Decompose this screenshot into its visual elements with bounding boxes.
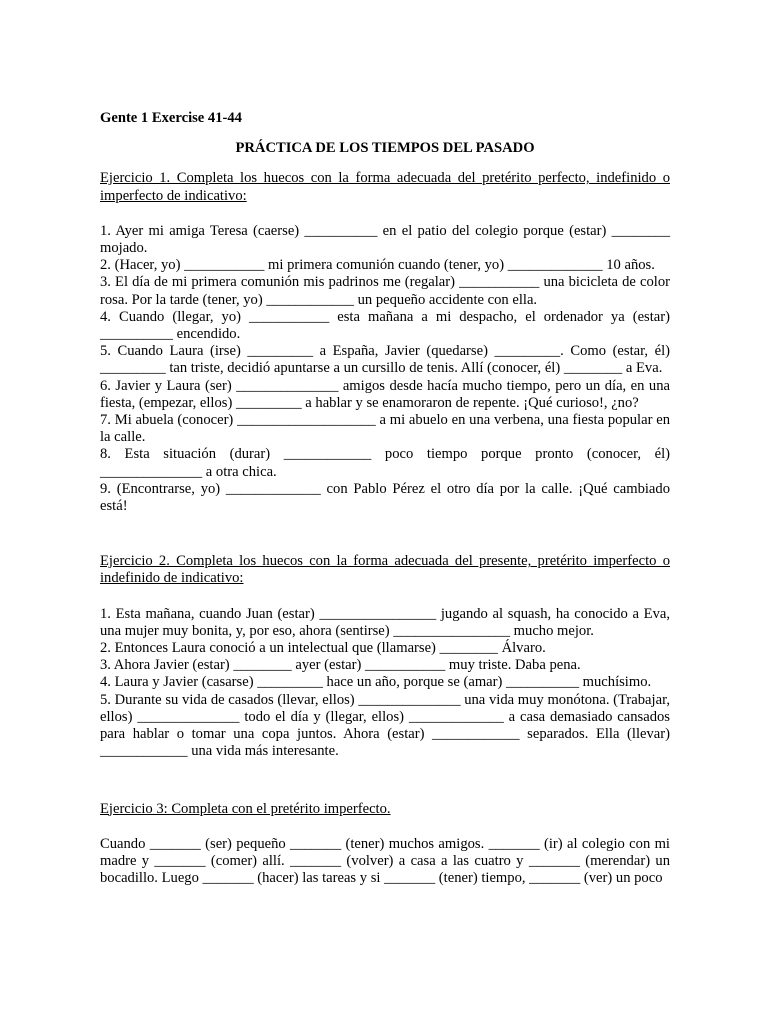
exercise-1-item: 7. Mi abuela (conocer) ___________________ a mi abuelo en una verbena, una fiesta popular en la calle. <box>100 412 670 446</box>
exercise-1-item: 9. (Encontrarse, yo) _____________ con Pablo Pérez el otro día por la calle. ¡Qué cambiado está! <box>100 480 670 515</box>
exercise-1-item: 3. El día de mi primera comunión mis padrinos me (regalar) ___________ una bicicleta de color rosa. Por la tarde (tener, yo) ____________ un pequeño accidente con ella. <box>100 274 670 308</box>
exercise-2-instruction-text: Ejercicio 2. Completa los huecos con la forma adecuada del presente, pretérito imperfecto o indefinido de indicativo: <box>100 553 670 587</box>
exercise-2-item: 1. Esta mañana, cuando Juan (estar) ________________ jugando al squash, ha conocido a Eva, una mujer muy bonita, y, por eso, ahora (sentirse) ________________ mucho mejor. <box>100 605 670 639</box>
exercise-2-item: 5. Durante su vida de casados (llevar, ellos) ______________ una vida muy monótona. (Trabajar, ellos) ______________ todo el día y (llegar, ellos) _____________ a casa demasiado cansados para hablar o tomar una copa juntos. Ahora (estar) ____________ separados. Ella (llevar) ____________ una vida más interesante. <box>100 691 670 760</box>
exercise-1-item: 4. Cuando (llegar, yo) ___________ esta mañana a mi despacho, el ordenador ya (estar) __________ encendido. <box>100 308 670 343</box>
exercise-3-text: Cuando _______ (ser) pequeño _______ (tener) muchos amigos. _______ (ir) al colegio con mi madre y _______ (comer) allí. _______ (volver) a casa a las cuatro y _______ (merendar) un bocadillo. Luego _______ (hacer) las tareas y si _______ (tener) tiempo, _______ (ver) un poco <box>100 835 670 887</box>
exercise-1-item: 2. (Hacer, yo) ___________ mi primera comunión cuando (tener, yo) _____________ 10 años. <box>100 257 655 274</box>
exercise-1-item: 5. Cuando Laura (irse) _________ a España, Javier (quedarse) _________. Como (estar, él) _________ tan triste, decidió apuntarse a un cursillo de tenis. Allí (conocer, él) ________ a Eva. <box>100 343 670 377</box>
exercise-2 <box>100 553 670 760</box>
exercise-2-item: 4. Laura y Javier (casarse) _________ hace un año, porque se (amar) __________ muchísimo. <box>100 674 652 691</box>
exercise-2-item: 3. Ahora Javier (estar) ________ ayer (estar) ___________ muy triste. Daba pena. <box>100 657 581 674</box>
exercise-1-item: 8. Esta situación (durar) ____________ poco tiempo porque pronto (conocer, él) ______________ a otra chica. <box>100 446 670 480</box>
exercise-3 <box>100 801 670 888</box>
exercise-1-instruction-text: Ejercicio 1. Completa los huecos con la forma adecuada del pretérito perfecto, indefinido o imperfecto de indicativo: <box>100 170 670 204</box>
document-title: Gente 1 Exercise 41-44 <box>100 110 242 126</box>
exercise-2-items <box>100 606 670 761</box>
exercise-1-items <box>100 223 670 515</box>
exercise-1-item: 6. Javier y Laura (ser) ______________ amigos desde hacía mucho tiempo, pero un día, en una fiesta, (empezar, ellos) _________ a hablar y se enamoraron de repente. ¡Qué curioso!, ¿no? <box>100 377 670 411</box>
exercise-1-item: 1. Ayer mi amiga Teresa (caerse) __________ en el patio del colegio porque (estar) ________ mojado. <box>100 222 670 257</box>
exercise-3-instruction-text: Ejercicio 3: Completa con el pretérito imperfecto. <box>100 800 391 817</box>
exercise-2-item: 2. Entonces Laura conoció a un intelectual que (llamarse) ________ Álvaro. <box>100 640 546 657</box>
exercise-2-instruction <box>100 553 670 587</box>
main-heading: PRÁCTICA DE LOS TIEMPOS DEL PASADO <box>235 140 535 157</box>
exercise-1-instruction <box>100 170 670 204</box>
exercise-3-instruction <box>100 801 670 818</box>
worksheet-page <box>100 110 670 887</box>
exercise-1 <box>100 170 670 515</box>
